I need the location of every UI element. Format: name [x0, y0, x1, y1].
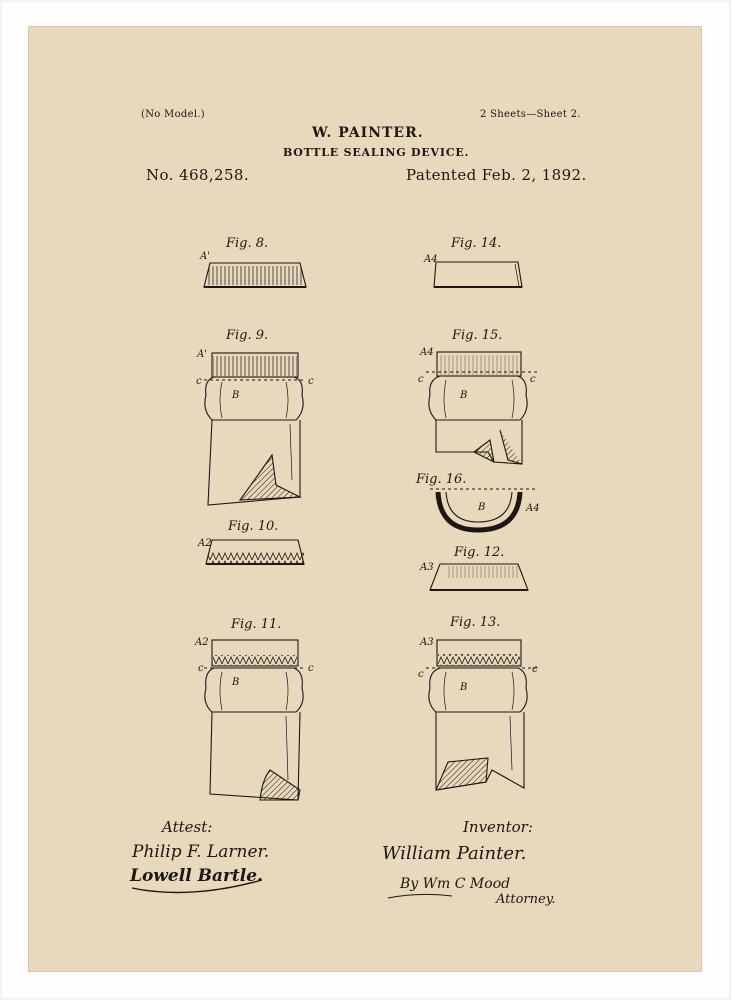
witness-signature-2: Lowell Bartle.	[130, 866, 263, 886]
svg-text:A': A'	[197, 349, 207, 360]
svg-text:c: c	[196, 376, 202, 387]
svg-text:B: B	[478, 502, 486, 513]
fig-16-label: Fig. 16.	[416, 472, 467, 487]
fig-8-cap-drawing	[199, 251, 306, 287]
fig-9-label: Fig. 9.	[226, 328, 269, 343]
sheet-note: 2 Sheets—Sheet 2.	[480, 109, 581, 120]
svg-text:c: c	[308, 663, 314, 674]
model-note: (No Model.)	[141, 109, 206, 120]
svg-text:A3: A3	[420, 637, 434, 648]
svg-text:A4: A4	[420, 347, 434, 358]
patent-date: Patented Feb. 2, 1892.	[406, 166, 587, 184]
svg-text:c: c	[418, 669, 424, 680]
attorney-signature: By Wm C Mood	[400, 876, 511, 892]
svg-text:c: c	[198, 663, 204, 674]
svg-text:c: c	[418, 374, 424, 385]
fig-10-cap-drawing	[197, 538, 304, 564]
svg-text:A2: A2	[195, 637, 209, 648]
fig-13-bottle-drawing	[418, 637, 540, 790]
fig-14-label: Fig. 14.	[451, 236, 502, 251]
fig-14-cap-drawing	[423, 254, 522, 287]
fig-9-bottle-drawing	[196, 349, 314, 505]
attorney-label: Attorney.	[496, 892, 556, 907]
inventor-label: Inventor:	[463, 818, 533, 836]
fig-11-label: Fig. 11.	[231, 617, 282, 632]
svg-text:B: B	[232, 390, 240, 401]
svg-text:B: B	[460, 682, 468, 693]
inventor-signature: William Painter.	[382, 843, 527, 864]
patent-title: BOTTLE SEALING DEVICE.	[283, 146, 470, 159]
fig-12-cap-drawing	[419, 562, 528, 590]
fig-10-label: Fig. 10.	[228, 519, 279, 534]
fig-16-section-drawing	[430, 489, 540, 530]
witness-signature-1: Philip F. Larner.	[132, 842, 270, 862]
svg-text:B: B	[460, 390, 468, 401]
fig-15-label: Fig. 15.	[452, 328, 503, 343]
inventor-name: W. PAINTER.	[312, 125, 424, 141]
svg-text:A3: A3	[420, 562, 434, 573]
svg-text:A2: A2	[198, 538, 212, 549]
svg-text:A4: A4	[424, 254, 438, 265]
fig-12-label: Fig. 12.	[454, 545, 505, 560]
svg-text:A': A'	[200, 251, 210, 262]
svg-text:A4: A4	[526, 503, 540, 514]
patent-number: No. 468,258.	[146, 166, 250, 184]
fig-13-label: Fig. 13.	[450, 615, 501, 630]
fig-11-bottle-drawing	[194, 637, 314, 800]
fig-15-bottle-drawing	[418, 347, 540, 464]
svg-text:c: c	[532, 664, 538, 675]
svg-text:B: B	[232, 677, 240, 688]
fig-8-label: Fig. 8.	[226, 236, 269, 251]
attest-label: Attest:	[162, 818, 213, 836]
svg-text:c: c	[308, 376, 314, 387]
svg-text:c: c	[530, 374, 536, 385]
